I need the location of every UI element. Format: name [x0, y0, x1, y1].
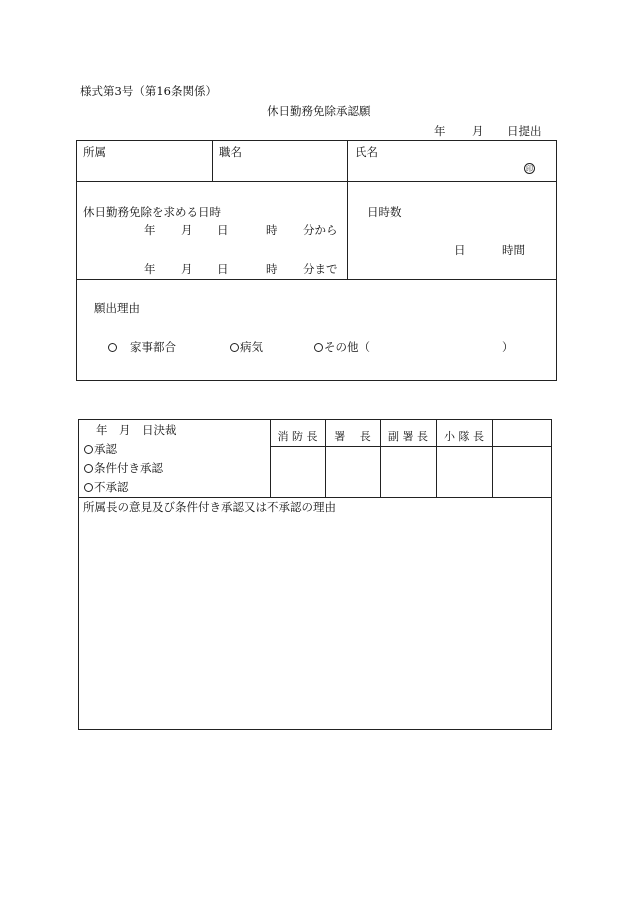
decision-option-rejected[interactable] — [84, 482, 129, 494]
reason-option-other[interactable] — [314, 342, 370, 354]
hours-unit: 時間 — [502, 243, 525, 257]
name-label: 氏名 — [355, 145, 378, 159]
decision-option-label: 条件付き承認 — [94, 461, 163, 475]
decision-option-approved[interactable] — [84, 444, 117, 456]
submit-year: 年 — [434, 124, 446, 138]
radio-circle-icon — [84, 483, 93, 492]
position-label: 職名 — [219, 145, 242, 159]
submit-day: 日提出 — [507, 124, 542, 138]
decision-option-label: 不承認 — [94, 480, 129, 494]
from-minute: 分から — [303, 223, 338, 237]
to-day: 日 — [217, 262, 229, 276]
reason-option-family[interactable] — [108, 342, 176, 354]
decision-option-label: 承認 — [94, 442, 117, 456]
decision-option-conditional[interactable] — [84, 463, 163, 475]
to-year: 年 — [144, 262, 156, 276]
decision-date-label: 年 月 日決裁 — [96, 423, 177, 437]
reason-label: 願出理由 — [94, 301, 140, 315]
approver-platoon-leader: 小 隊 長 — [444, 430, 484, 443]
reason-option-illness[interactable] — [230, 342, 263, 354]
approver-fire-chief: 消 防 長 — [277, 430, 318, 443]
submit-month: 月 — [472, 124, 484, 138]
reason-option-label: 病気 — [240, 340, 263, 354]
approver-station-chief: 署 長 — [334, 430, 371, 443]
reason-option-label: 家事都合 — [130, 340, 176, 354]
reason-option-label: その他（ — [324, 340, 370, 354]
radio-circle-icon — [314, 343, 323, 352]
approver-deputy-chief: 副 署 長 — [388, 430, 428, 443]
from-year: 年 — [144, 223, 156, 237]
radio-circle-icon — [108, 343, 117, 352]
to-minute: 分まで — [303, 262, 338, 276]
radio-circle-icon — [230, 343, 239, 352]
opinion-label: 所属長の意見及び条件付き承認又は不承認の理由 — [83, 500, 336, 514]
to-month: 月 — [181, 262, 193, 276]
affiliation-label: 所属 — [83, 145, 106, 159]
from-day: 日 — [217, 223, 229, 237]
reason-other-close-paren: ） — [502, 340, 514, 354]
radio-circle-icon — [84, 464, 93, 473]
seal-mark-icon: 印 — [526, 164, 533, 173]
days-unit: 日 — [454, 243, 466, 257]
from-hour: 時 — [266, 223, 278, 237]
days-count-label: 日時数 — [367, 205, 402, 219]
radio-circle-icon — [84, 445, 93, 454]
form-number: 様式第3号（第16条関係） — [80, 84, 217, 98]
to-hour: 時 — [266, 262, 278, 276]
exemption-request-label: 休日勤務免除を求める日時 — [83, 205, 221, 219]
form-title: 休日勤務免除承認願 — [267, 104, 371, 118]
from-month: 月 — [181, 223, 193, 237]
